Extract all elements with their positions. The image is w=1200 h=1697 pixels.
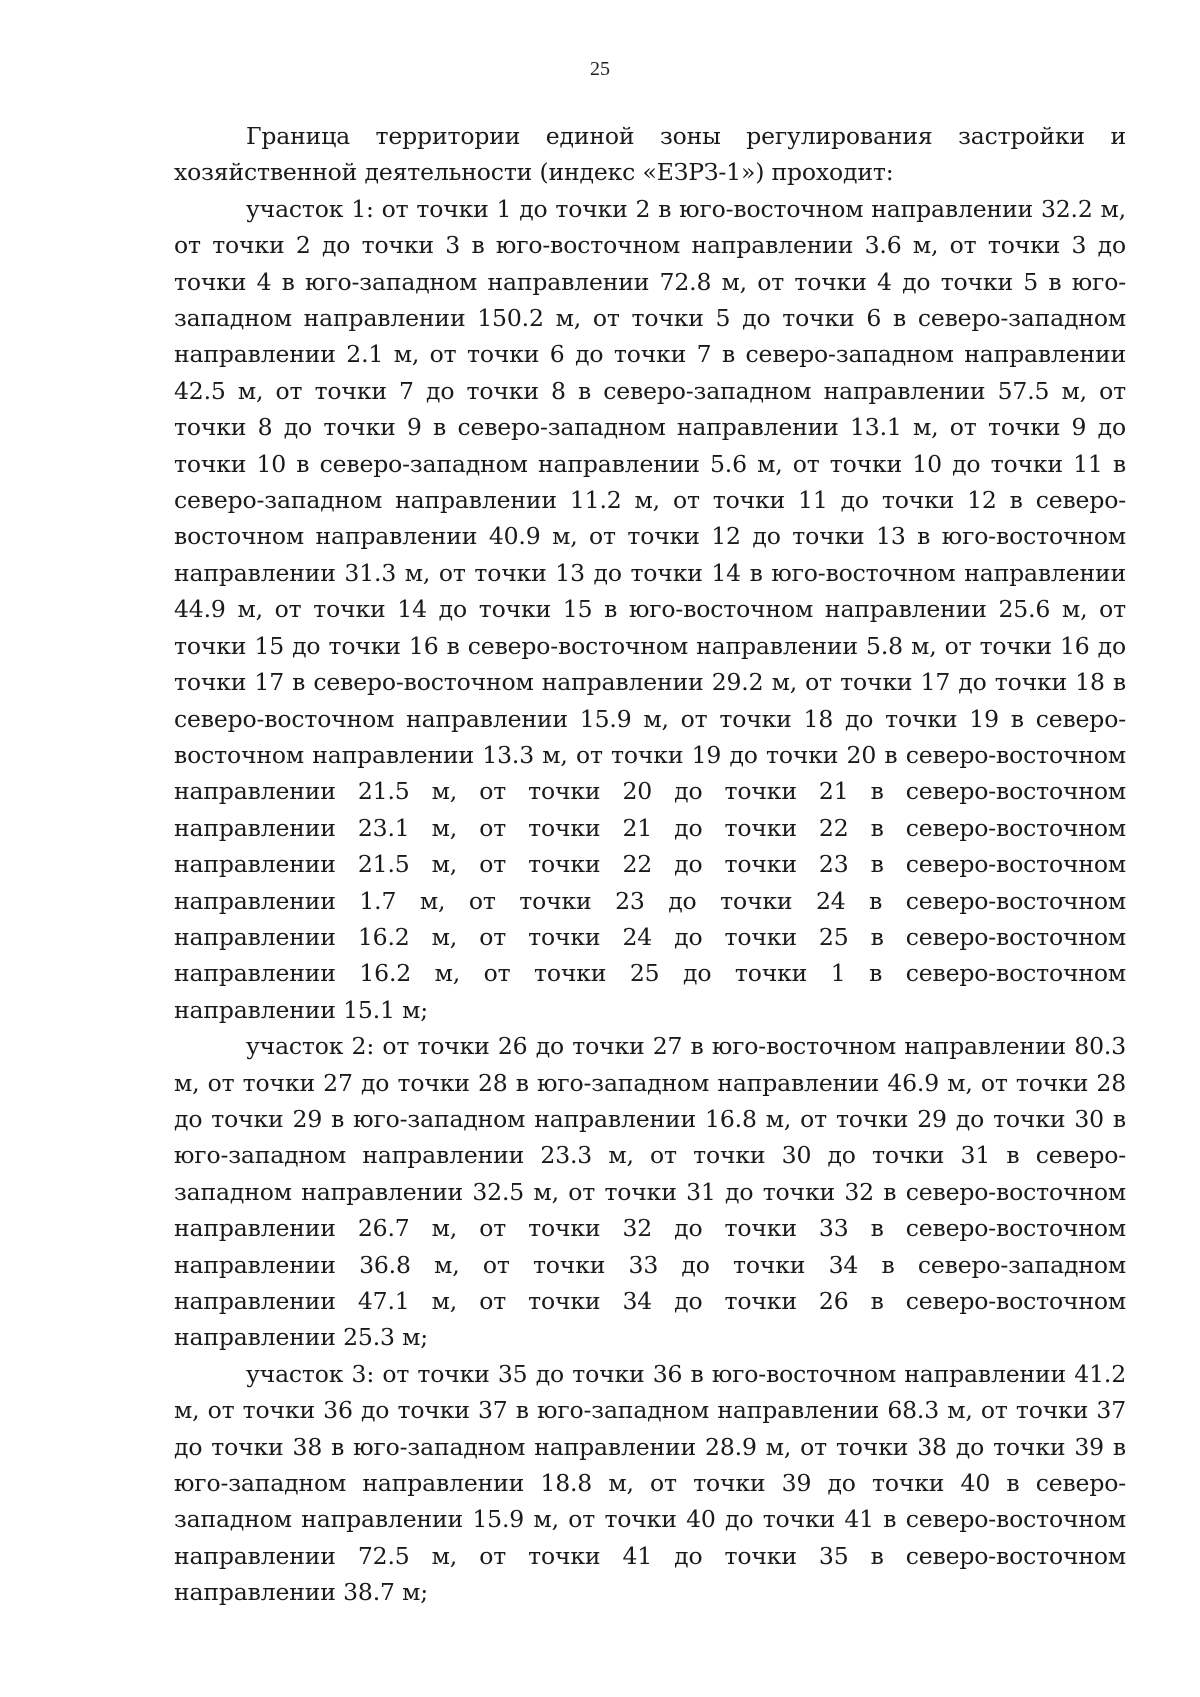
document-body (174, 118, 1126, 1611)
section-3-paragraph: участок 3: от точки 35 до точки 36 в юго-восточном направлении 41.2 м, от точки 36 до точки 37 в юго-западном направлении 68.3 м, от точки 37 до точки 38 в юго-западном направлении 28.9 м, от точки 38 до точки 39 в юго-западном направлении 18.8 м, от точки 39 до точки 40 в северо-западном направлении 15.9 м, от точки 40 до точки 41 в северо-восточном направлении 72.5 м, от точки 41 до точки 35 в северо-восточном направлении 38.7 м; (174, 1359, 1126, 1607)
section-2-paragraph: участок 2: от точки 26 до точки 27 в юго-восточном направлении 80.3 м, от точки 27 до точки 28 в юго-западном направлении 46.9 м, от точки 28 до точки 29 в юго-западном направлении 16.8 м, от точки 29 до точки 30 в юго-западном направлении 23.3 м, от точки 30 до точки 31 в северо-западном направлении 32.5 м, от точки 31 до точки 32 в северо-восточном направлении 26.7 м, от точки 32 до точки 33 в северо-восточном направлении 36.8 м, от точки 33 до точки 34 в северо-западном направлении 47.1 м, от точки 34 до точки 26 в северо-восточном направлении 25.3 м; (174, 1032, 1126, 1352)
page-number: 25 (590, 58, 610, 80)
section-1-paragraph: участок 1: от точки 1 до точки 2 в юго-восточном направлении 32.2 м, от точки 2 до точки 3 в юго-восточном направлении 3.6 м, от точки 3 до точки 4 в юго-западном направлении 72.8 м, от точки 4 до точки 5 в юго-западном направлении 150.2 м, от точки 5 до точки 6 в северо-западном направлении 2.1 м, от точки 6 до точки 7 в северо-западном направлении 42.5 м, от точки 7 до точки 8 в северо-западном направлении 57.5 м, от точки 8 до точки 9 в северо-западном направлении 13.1 м, от точки 9 до точки 10 в северо-западном направлении 5.6 м, от точки 10 до точки 11 в северо-западном направлении 11.2 м, от точки 11 до точки 12 в северо-восточном направлении 40.9 м, от точки 12 до точки 13 в юго-восточном направлении 31.3 м, от точки 13 до точки 14 в юго-восточном направлении 44.9 м, от точки 14 до точки 15 в юго-восточном направлении 25.6 м, от точки 15 до точки 16 в северо-восточном направлении 5.8 м, от точки 16 до точки 17 в северо-восточном направлении 29.2 м, от точки 17 до точки 18 в северо-восточном направлении 15.9 м, от точки 18 до точки 19 в северо-восточном направлении 13.3 м, от точки 19 до точки 20 в северо-восточном направлении 21.5 м, от точки 20 до точки 21 в северо-восточном направлении 23.1 м, от точки 21 до точки 22 в северо-восточном направлении 21.5 м, от точки 22 до точки 23 в северо-восточном направлении 1.7 м, от точки 23 до точки 24 в северо-восточном направлении 16.2 м, от точки 24 до точки 25 в северо-восточном направлении 16.2 м, от точки 25 до точки 1 в северо-восточном направлении 15.1 м; (174, 194, 1126, 1024)
intro-paragraph: Граница территории единой зоны регулирования застройки и хозяйственной деятельности (индекс «ЕЗРЗ-1») проходит: (174, 122, 1126, 187)
